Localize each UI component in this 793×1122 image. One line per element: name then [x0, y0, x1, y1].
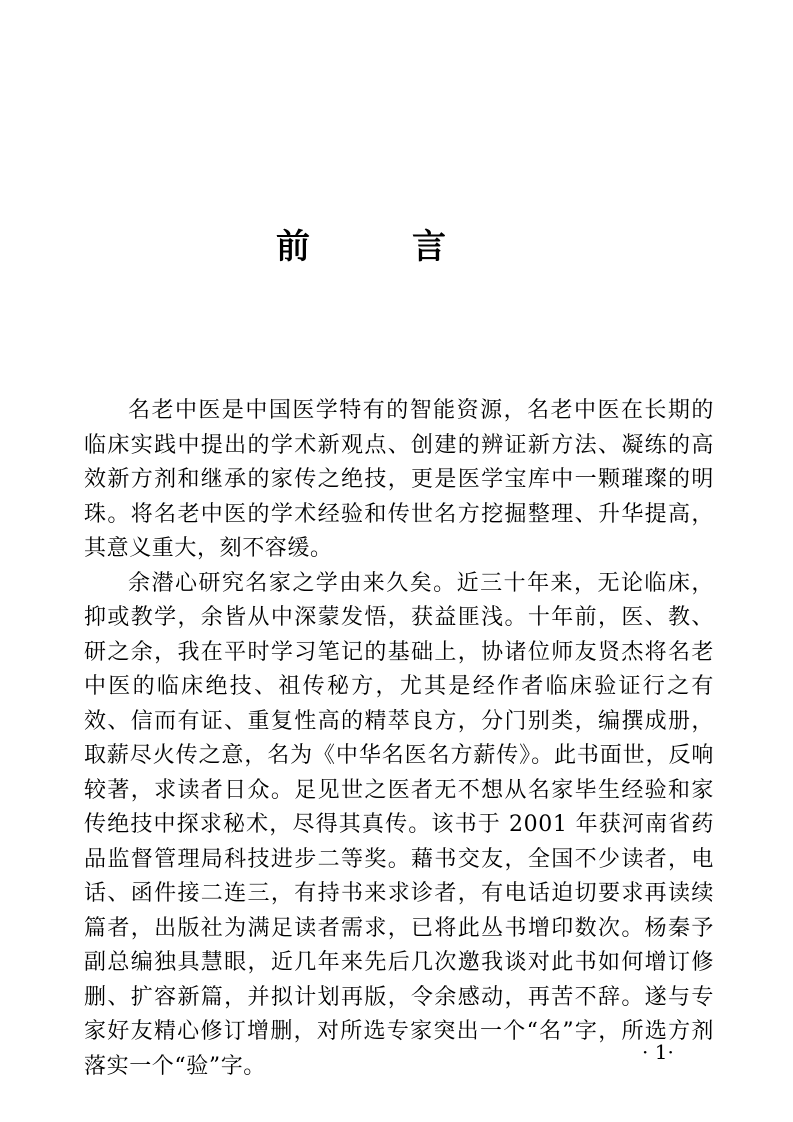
page-title-char-2: 言 — [412, 227, 446, 267]
paragraph-2: 余潜心研究名家之学由来久矣。近三十年来，无论临床，抑或教学，余皆从中深蒙发悟，获益匪浅。十年前，医、教、研之余，我在平时学习笔记的基础上，协诸位师友贤杰将名老中医的临床绝技、祖传秘方，尤其是经作者临床验证行之有效、信而有证、重复性高的精萃良方，分门别类，编撰成册，取薪尽火传之意，名为《中华名医名方薪传》。此书面世，反响较著，求读者日众。足见世之医者无不想从名家毕生经验和家传绝技中探求秘术，尽得其真传。该书于 2001 年获河南省药品监督管理局科技进步二等奖。藉书交友，全国不少读者，电话、函件接二连三，有持书来求诊者，有电话迫切要求再读续篇者，出版社为满足读者需求，已将此丛书增印数次。杨秦予副总编独具慧眼，近几年来先后几次邀我谈对此书如何增订修删、扩容新篇，并拟计划再版，令余感动，再苦不辞。遂与专家好友精心修订增删，对所选专家突出一个“名”字，所选方剂落实一个“验”字。 — [84, 570, 714, 1079]
page-number: · 1· — [642, 1040, 674, 1064]
preface-body — [84, 394, 714, 1084]
page-title-char-1: 前 — [276, 227, 310, 267]
page-title — [276, 222, 446, 272]
paragraph-1: 名老中医是中国医学特有的智能资源，名老中医在长期的临床实践中提出的学术新观点、创建的辨证新方法、凝练的高效新方剂和继承的家传之绝技，更是医学宝库中一颗璀璨的明珠。将名老中医的学术经验和传世名方挖掘整理、升华提高，其意义重大，刻不容缓。 — [84, 398, 714, 561]
